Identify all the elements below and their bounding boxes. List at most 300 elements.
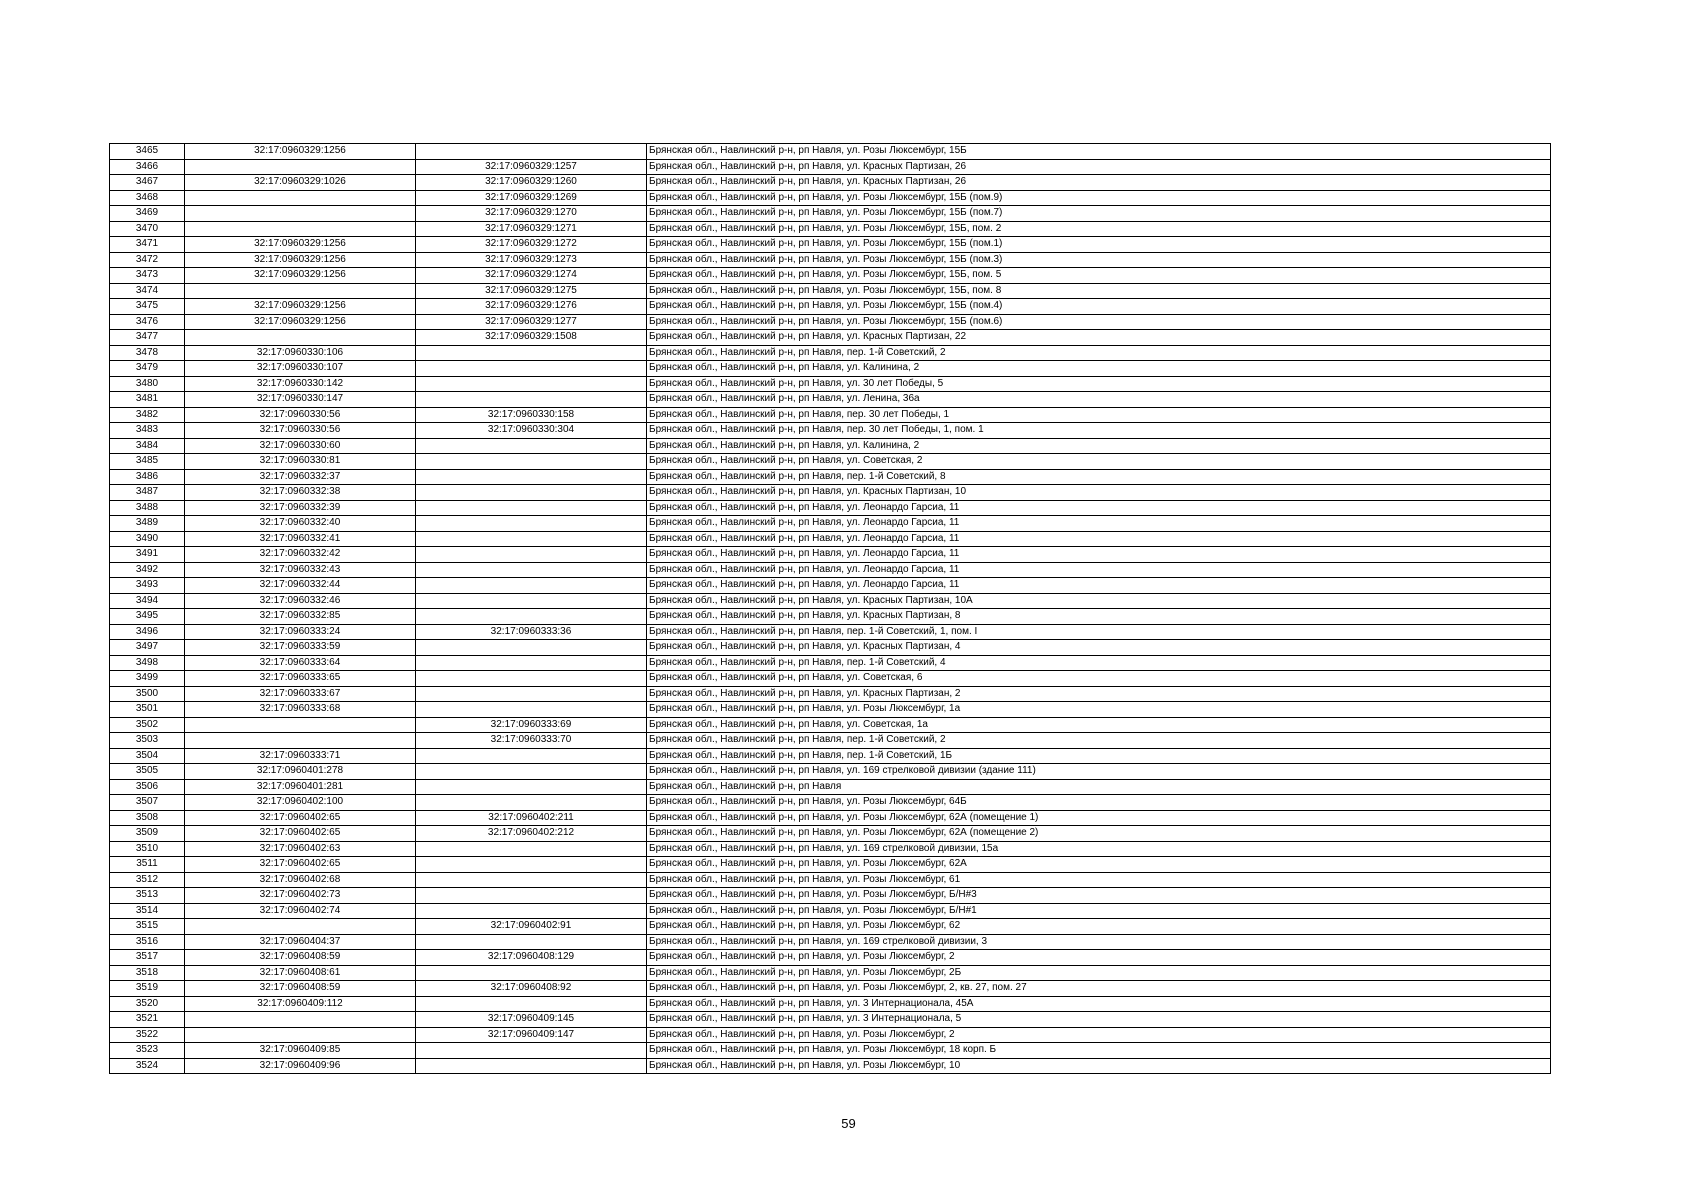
table-row [110, 671, 1551, 687]
row-number-cell: 3507 [110, 795, 185, 811]
parcel-number-cell: 32:17:0960332:42 [185, 547, 416, 563]
address-cell: Брянская обл., Навлинский р-н, рп Навля, ул. Советская, 2 [647, 454, 1551, 470]
address-cell: Брянская обл., Навлинский р-н, рп Навля, ул. Леонардо Гарсиа, 11 [647, 578, 1551, 594]
row-number-cell: 3499 [110, 671, 185, 687]
table-row [110, 748, 1551, 764]
parcel-number-cell: 32:17:0960332:43 [185, 562, 416, 578]
object-number-cell: 32:17:0960329:1275 [416, 283, 647, 299]
address-cell: Брянская обл., Навлинский р-н, рп Навля, ул. Розы Люксембург, 15Б (пом.7) [647, 206, 1551, 222]
object-number-cell: 32:17:0960330:304 [416, 423, 647, 439]
object-number-cell [416, 578, 647, 594]
object-number-cell [416, 500, 647, 516]
object-number-cell [416, 640, 647, 656]
row-number-cell: 3471 [110, 237, 185, 253]
parcel-number-cell: 32:17:0960332:41 [185, 531, 416, 547]
row-number-cell: 3504 [110, 748, 185, 764]
table-row [110, 779, 1551, 795]
object-number-cell: 32:17:0960329:1273 [416, 252, 647, 268]
parcel-number-cell [185, 919, 416, 935]
parcel-number-cell: 32:17:0960333:24 [185, 624, 416, 640]
address-cell: Брянская обл., Навлинский р-н, рп Навля, пер. 1-й Советский, 2 [647, 345, 1551, 361]
table-row [110, 888, 1551, 904]
object-number-cell [416, 872, 647, 888]
table-row [110, 159, 1551, 175]
table-row [110, 562, 1551, 578]
row-number-cell: 3477 [110, 330, 185, 346]
table-row [110, 438, 1551, 454]
row-number-cell: 3498 [110, 655, 185, 671]
row-number-cell: 3522 [110, 1027, 185, 1043]
object-number-cell [416, 702, 647, 718]
row-number-cell: 3517 [110, 950, 185, 966]
table-row [110, 175, 1551, 191]
row-number-cell: 3520 [110, 996, 185, 1012]
object-number-cell: 32:17:0960333:69 [416, 717, 647, 733]
address-cell: Брянская обл., Навлинский р-н, рп Навля, ул. Розы Люксембург, 62А (помещение 1) [647, 810, 1551, 826]
table-row [110, 1027, 1551, 1043]
row-number-cell: 3511 [110, 857, 185, 873]
address-cell: Брянская обл., Навлинский р-н, рп Навля, ул. Леонардо Гарсиа, 11 [647, 531, 1551, 547]
parcel-number-cell: 32:17:0960330:142 [185, 376, 416, 392]
object-number-cell [416, 748, 647, 764]
address-cell: Брянская обл., Навлинский р-н, рп Навля, ул. Розы Люксембург, 2, кв. 27, пом. 27 [647, 981, 1551, 997]
table-row [110, 686, 1551, 702]
row-number-cell: 3503 [110, 733, 185, 749]
address-cell: Брянская обл., Навлинский р-н, рп Навля, ул. Розы Люксембург, 62А (помещение 2) [647, 826, 1551, 842]
table-row [110, 872, 1551, 888]
table-row [110, 965, 1551, 981]
address-cell: Брянская обл., Навлинский р-н, рп Навля, ул. Розы Люксембург, 15Б [647, 144, 1551, 160]
address-cell: Брянская обл., Навлинский р-н, рп Навля, ул. Розы Люксембург, 10 [647, 1058, 1551, 1074]
object-number-cell: 32:17:0960409:147 [416, 1027, 647, 1043]
row-number-cell: 3491 [110, 547, 185, 563]
table-row [110, 810, 1551, 826]
object-number-cell: 32:17:0960329:1271 [416, 221, 647, 237]
row-number-cell: 3475 [110, 299, 185, 315]
table-row [110, 547, 1551, 563]
object-number-cell: 32:17:0960402:211 [416, 810, 647, 826]
object-number-cell [416, 903, 647, 919]
object-number-cell [416, 779, 647, 795]
parcel-number-cell: 32:17:0960330:147 [185, 392, 416, 408]
parcel-number-cell: 32:17:0960329:1256 [185, 314, 416, 330]
row-number-cell: 3476 [110, 314, 185, 330]
row-number-cell: 3515 [110, 919, 185, 935]
row-number-cell: 3474 [110, 283, 185, 299]
row-number-cell: 3489 [110, 516, 185, 532]
object-number-cell: 32:17:0960329:1276 [416, 299, 647, 315]
table-row [110, 655, 1551, 671]
row-number-cell: 3505 [110, 764, 185, 780]
address-cell: Брянская обл., Навлинский р-н, рп Навля, ул. Розы Люксембург, 15Б, пом. 5 [647, 268, 1551, 284]
table-row [110, 934, 1551, 950]
address-cell: Брянская обл., Навлинский р-н, рп Навля, ул. Розы Люксембург, 15Б, пом. 2 [647, 221, 1551, 237]
address-cell: Брянская обл., Навлинский р-н, рп Навля, ул. Красных Партизан, 8 [647, 609, 1551, 625]
row-number-cell: 3470 [110, 221, 185, 237]
address-cell: Брянская обл., Навлинский р-н, рп Навля, ул. Леонардо Гарсиа, 11 [647, 500, 1551, 516]
object-number-cell [416, 593, 647, 609]
row-number-cell: 3510 [110, 841, 185, 857]
parcel-number-cell: 32:17:0960408:59 [185, 950, 416, 966]
table-row [110, 206, 1551, 222]
row-number-cell: 3493 [110, 578, 185, 594]
row-number-cell: 3514 [110, 903, 185, 919]
table-row [110, 919, 1551, 935]
table-row [110, 345, 1551, 361]
row-number-cell: 3483 [110, 423, 185, 439]
object-number-cell: 32:17:0960329:1260 [416, 175, 647, 191]
parcel-number-cell: 32:17:0960329:1256 [185, 268, 416, 284]
table-row [110, 764, 1551, 780]
table-row [110, 1012, 1551, 1028]
parcel-number-cell: 32:17:0960330:106 [185, 345, 416, 361]
row-number-cell: 3512 [110, 872, 185, 888]
row-number-cell: 3509 [110, 826, 185, 842]
parcel-number-cell: 32:17:0960333:71 [185, 748, 416, 764]
address-cell: Брянская обл., Навлинский р-н, рп Навля [647, 779, 1551, 795]
parcel-number-cell [185, 733, 416, 749]
object-number-cell [416, 144, 647, 160]
parcel-number-cell: 32:17:0960333:67 [185, 686, 416, 702]
parcel-number-cell: 32:17:0960402:65 [185, 826, 416, 842]
parcel-number-cell: 32:17:0960402:100 [185, 795, 416, 811]
address-cell: Брянская обл., Навлинский р-н, рп Навля, ул. 169 стрелковой дивизии, 3 [647, 934, 1551, 950]
object-number-cell: 32:17:0960330:158 [416, 407, 647, 423]
table-row [110, 1058, 1551, 1074]
parcel-number-cell: 32:17:0960330:81 [185, 454, 416, 470]
parcel-number-cell: 32:17:0960329:1256 [185, 144, 416, 160]
parcel-number-cell: 32:17:0960402:65 [185, 810, 416, 826]
cadastral-table [109, 143, 1551, 1074]
row-number-cell: 3488 [110, 500, 185, 516]
parcel-number-cell: 32:17:0960330:56 [185, 407, 416, 423]
table-row [110, 981, 1551, 997]
parcel-number-cell: 32:17:0960333:68 [185, 702, 416, 718]
parcel-number-cell: 32:17:0960333:65 [185, 671, 416, 687]
table-row [110, 717, 1551, 733]
table-row [110, 624, 1551, 640]
table-row [110, 190, 1551, 206]
address-cell: Брянская обл., Навлинский р-н, рп Навля, ул. Розы Люксембург, 2 [647, 1027, 1551, 1043]
object-number-cell [416, 609, 647, 625]
table-row [110, 578, 1551, 594]
parcel-number-cell: 32:17:0960330:60 [185, 438, 416, 454]
parcel-number-cell [185, 1012, 416, 1028]
address-cell: Брянская обл., Навлинский р-н, рп Навля, ул. Красных Партизан, 26 [647, 175, 1551, 191]
address-cell: Брянская обл., Навлинский р-н, рп Навля, ул. Калинина, 2 [647, 361, 1551, 377]
address-cell: Брянская обл., Навлинский р-н, рп Навля, ул. Калинина, 2 [647, 438, 1551, 454]
table-row [110, 996, 1551, 1012]
row-number-cell: 3486 [110, 469, 185, 485]
row-number-cell: 3478 [110, 345, 185, 361]
address-cell: Брянская обл., Навлинский р-н, рп Навля, ул. 3 Интернационала, 45А [647, 996, 1551, 1012]
row-number-cell: 3484 [110, 438, 185, 454]
address-cell: Брянская обл., Навлинский р-н, рп Навля, ул. Розы Люксембург, 15Б (пом.3) [647, 252, 1551, 268]
row-number-cell: 3481 [110, 392, 185, 408]
parcel-number-cell: 32:17:0960401:278 [185, 764, 416, 780]
page-number: 59 [841, 1116, 856, 1131]
object-number-cell [416, 485, 647, 501]
address-cell: Брянская обл., Навлинский р-н, рп Навля, ул. Красных Партизан, 22 [647, 330, 1551, 346]
table-row [110, 903, 1551, 919]
parcel-number-cell: 32:17:0960402:74 [185, 903, 416, 919]
address-cell: Брянская обл., Навлинский р-н, рп Навля, ул. Красных Партизан, 4 [647, 640, 1551, 656]
parcel-number-cell: 32:17:0960332:37 [185, 469, 416, 485]
parcel-number-cell [185, 330, 416, 346]
parcel-number-cell: 32:17:0960402:65 [185, 857, 416, 873]
parcel-number-cell [185, 190, 416, 206]
address-cell: Брянская обл., Навлинский р-н, рп Навля, ул. Розы Люксембург, 15Б (пом.6) [647, 314, 1551, 330]
address-cell: Брянская обл., Навлинский р-н, рп Навля, ул. Розы Люксембург, 62 [647, 919, 1551, 935]
object-number-cell [416, 1043, 647, 1059]
object-number-cell: 32:17:0960329:1270 [416, 206, 647, 222]
address-cell: Брянская обл., Навлинский р-н, рп Навля, ул. 3 Интернационала, 5 [647, 1012, 1551, 1028]
parcel-number-cell [185, 717, 416, 733]
table-row [110, 221, 1551, 237]
parcel-number-cell: 32:17:0960408:59 [185, 981, 416, 997]
row-number-cell: 3467 [110, 175, 185, 191]
object-number-cell [416, 934, 647, 950]
address-cell: Брянская обл., Навлинский р-н, рп Навля, ул. Розы Люксембург, 1а [647, 702, 1551, 718]
table-row [110, 609, 1551, 625]
row-number-cell: 3492 [110, 562, 185, 578]
table-row [110, 361, 1551, 377]
address-cell: Брянская обл., Навлинский р-н, рп Навля, ул. Ленина, 36а [647, 392, 1551, 408]
table-row [110, 733, 1551, 749]
object-number-cell: 32:17:0960329:1508 [416, 330, 647, 346]
table-row [110, 826, 1551, 842]
row-number-cell: 3500 [110, 686, 185, 702]
address-cell: Брянская обл., Навлинский р-н, рп Навля, ул. Красных Партизан, 10А [647, 593, 1551, 609]
table-row [110, 500, 1551, 516]
object-number-cell [416, 888, 647, 904]
object-number-cell [416, 965, 647, 981]
object-number-cell [416, 671, 647, 687]
object-number-cell [416, 469, 647, 485]
address-cell: Брянская обл., Навлинский р-н, рп Навля, ул. Леонардо Гарсиа, 11 [647, 516, 1551, 532]
row-number-cell: 3502 [110, 717, 185, 733]
row-number-cell: 3519 [110, 981, 185, 997]
row-number-cell: 3506 [110, 779, 185, 795]
parcel-number-cell [185, 283, 416, 299]
address-cell: Брянская обл., Навлинский р-н, рп Навля, ул. Розы Люксембург, 15Б, пом. 8 [647, 283, 1551, 299]
parcel-number-cell: 32:17:0960332:44 [185, 578, 416, 594]
table-row [110, 841, 1551, 857]
row-number-cell: 3521 [110, 1012, 185, 1028]
address-cell: Брянская обл., Навлинский р-н, рп Навля, ул. Розы Люксембург, Б/Н#3 [647, 888, 1551, 904]
table-body [110, 144, 1551, 1074]
address-cell: Брянская обл., Навлинский р-н, рп Навля, пер. 1-й Советский, 2 [647, 733, 1551, 749]
parcel-number-cell: 32:17:0960329:1026 [185, 175, 416, 191]
address-cell: Брянская обл., Навлинский р-н, рп Навля, пер. 1-й Советский, 4 [647, 655, 1551, 671]
parcel-number-cell: 32:17:0960408:61 [185, 965, 416, 981]
table-row [110, 299, 1551, 315]
address-cell: Брянская обл., Навлинский р-н, рп Навля, ул. Советская, 6 [647, 671, 1551, 687]
table-row [110, 237, 1551, 253]
table-row [110, 516, 1551, 532]
object-number-cell: 32:17:0960329:1269 [416, 190, 647, 206]
parcel-number-cell: 32:17:0960409:96 [185, 1058, 416, 1074]
object-number-cell [416, 996, 647, 1012]
object-number-cell [416, 547, 647, 563]
object-number-cell: 32:17:0960402:91 [416, 919, 647, 935]
table-row [110, 283, 1551, 299]
object-number-cell [416, 764, 647, 780]
table-row [110, 702, 1551, 718]
parcel-number-cell: 32:17:0960330:56 [185, 423, 416, 439]
table-row [110, 392, 1551, 408]
object-number-cell: 32:17:0960329:1257 [416, 159, 647, 175]
table-row [110, 640, 1551, 656]
object-number-cell [416, 438, 647, 454]
parcel-number-cell: 32:17:0960402:63 [185, 841, 416, 857]
address-cell: Брянская обл., Навлинский р-н, рп Навля, ул. Розы Люксембург, 2Б [647, 965, 1551, 981]
row-number-cell: 3473 [110, 268, 185, 284]
table-row [110, 1043, 1551, 1059]
parcel-number-cell [185, 1027, 416, 1043]
row-number-cell: 3501 [110, 702, 185, 718]
object-number-cell [416, 454, 647, 470]
table-row [110, 376, 1551, 392]
address-cell: Брянская обл., Навлинский р-н, рп Навля, пер. 1-й Советский, 1Б [647, 748, 1551, 764]
object-number-cell [416, 562, 647, 578]
address-cell: Брянская обл., Навлинский р-н, рп Навля, ул. Красных Партизан, 10 [647, 485, 1551, 501]
row-number-cell: 3523 [110, 1043, 185, 1059]
address-cell: Брянская обл., Навлинский р-н, рп Навля, ул. Розы Люксембург, 15Б (пом.9) [647, 190, 1551, 206]
table-row [110, 407, 1551, 423]
parcel-number-cell [185, 159, 416, 175]
parcel-number-cell: 32:17:0960332:46 [185, 593, 416, 609]
row-number-cell: 3465 [110, 144, 185, 160]
object-number-cell [416, 531, 647, 547]
table-row [110, 252, 1551, 268]
parcel-number-cell: 32:17:0960332:40 [185, 516, 416, 532]
table-row [110, 485, 1551, 501]
row-number-cell: 3497 [110, 640, 185, 656]
address-cell: Брянская обл., Навлинский р-н, рп Навля, ул. Розы Люксембург, 62А [647, 857, 1551, 873]
address-cell: Брянская обл., Навлинский р-н, рп Навля, ул. Красных Партизан, 2 [647, 686, 1551, 702]
table-row [110, 795, 1551, 811]
address-cell: Брянская обл., Навлинский р-н, рп Навля, пер. 30 лет Победы, 1, пом. 1 [647, 423, 1551, 439]
table-row [110, 531, 1551, 547]
address-cell: Брянская обл., Навлинский р-н, рп Навля, ул. Розы Люксембург, 15Б (пом.4) [647, 299, 1551, 315]
object-number-cell [416, 655, 647, 671]
address-cell: Брянская обл., Навлинский р-н, рп Навля, ул. Советская, 1а [647, 717, 1551, 733]
row-number-cell: 3524 [110, 1058, 185, 1074]
object-number-cell: 32:17:0960409:145 [416, 1012, 647, 1028]
row-number-cell: 3494 [110, 593, 185, 609]
table-row [110, 950, 1551, 966]
row-number-cell: 3495 [110, 609, 185, 625]
table-row [110, 144, 1551, 160]
parcel-number-cell: 32:17:0960333:59 [185, 640, 416, 656]
table-row [110, 423, 1551, 439]
parcel-number-cell: 32:17:0960404:37 [185, 934, 416, 950]
parcel-number-cell: 32:17:0960332:85 [185, 609, 416, 625]
object-number-cell: 32:17:0960408:92 [416, 981, 647, 997]
object-number-cell [416, 516, 647, 532]
row-number-cell: 3508 [110, 810, 185, 826]
address-cell: Брянская обл., Навлинский р-н, рп Навля, ул. 169 стрелковой дивизии (здание 111) [647, 764, 1551, 780]
parcel-number-cell: 32:17:0960333:64 [185, 655, 416, 671]
object-number-cell [416, 376, 647, 392]
row-number-cell: 3516 [110, 934, 185, 950]
row-number-cell: 3482 [110, 407, 185, 423]
object-number-cell [416, 392, 647, 408]
object-number-cell: 32:17:0960329:1274 [416, 268, 647, 284]
parcel-number-cell: 32:17:0960332:38 [185, 485, 416, 501]
table-row [110, 469, 1551, 485]
parcel-number-cell [185, 221, 416, 237]
object-number-cell: 32:17:0960408:129 [416, 950, 647, 966]
row-number-cell: 3485 [110, 454, 185, 470]
row-number-cell: 3472 [110, 252, 185, 268]
address-cell: Брянская обл., Навлинский р-н, рп Навля, пер. 1-й Советский, 1, пом. I [647, 624, 1551, 640]
address-cell: Брянская обл., Навлинский р-н, рп Навля, пер. 1-й Советский, 8 [647, 469, 1551, 485]
parcel-number-cell: 32:17:0960329:1256 [185, 237, 416, 253]
row-number-cell: 3480 [110, 376, 185, 392]
address-cell: Брянская обл., Навлинский р-н, рп Навля, ул. Розы Люксембург, Б/Н#1 [647, 903, 1551, 919]
address-cell: Брянская обл., Навлинский р-н, рп Навля, ул. Леонардо Гарсиа, 11 [647, 562, 1551, 578]
table-row [110, 454, 1551, 470]
address-cell: Брянская обл., Навлинский р-н, рп Навля, ул. Красных Партизан, 26 [647, 159, 1551, 175]
address-cell: Брянская обл., Навлинский р-н, рп Навля, ул. Розы Люксембург, 64Б [647, 795, 1551, 811]
address-cell: Брянская обл., Навлинский р-н, рп Навля, ул. Розы Люксембург, 2 [647, 950, 1551, 966]
address-cell: Брянская обл., Навлинский р-н, рп Навля, ул. 30 лет Победы, 5 [647, 376, 1551, 392]
row-number-cell: 3490 [110, 531, 185, 547]
object-number-cell [416, 345, 647, 361]
row-number-cell: 3469 [110, 206, 185, 222]
parcel-number-cell: 32:17:0960329:1256 [185, 299, 416, 315]
row-number-cell: 3487 [110, 485, 185, 501]
address-cell: Брянская обл., Навлинский р-н, рп Навля, ул. Леонардо Гарсиа, 11 [647, 547, 1551, 563]
object-number-cell: 32:17:0960329:1272 [416, 237, 647, 253]
table-row [110, 593, 1551, 609]
parcel-number-cell: 32:17:0960409:85 [185, 1043, 416, 1059]
object-number-cell: 32:17:0960402:212 [416, 826, 647, 842]
parcel-number-cell: 32:17:0960330:107 [185, 361, 416, 377]
table-row [110, 268, 1551, 284]
row-number-cell: 3479 [110, 361, 185, 377]
object-number-cell [416, 686, 647, 702]
table-row [110, 314, 1551, 330]
parcel-number-cell: 32:17:0960329:1256 [185, 252, 416, 268]
object-number-cell: 32:17:0960333:70 [416, 733, 647, 749]
parcel-number-cell: 32:17:0960409:112 [185, 996, 416, 1012]
parcel-number-cell: 32:17:0960401:281 [185, 779, 416, 795]
address-cell: Брянская обл., Навлинский р-н, рп Навля, ул. Розы Люксембург, 15Б (пом.1) [647, 237, 1551, 253]
object-number-cell [416, 361, 647, 377]
parcel-number-cell: 32:17:0960402:73 [185, 888, 416, 904]
row-number-cell: 3518 [110, 965, 185, 981]
parcel-number-cell [185, 206, 416, 222]
parcel-number-cell: 32:17:0960332:39 [185, 500, 416, 516]
address-cell: Брянская обл., Навлинский р-н, рп Навля, пер. 30 лет Победы, 1 [647, 407, 1551, 423]
object-number-cell: 32:17:0960329:1277 [416, 314, 647, 330]
object-number-cell [416, 1058, 647, 1074]
object-number-cell: 32:17:0960333:36 [416, 624, 647, 640]
row-number-cell: 3466 [110, 159, 185, 175]
address-cell: Брянская обл., Навлинский р-н, рп Навля, ул. Розы Люксембург, 18 корп. Б [647, 1043, 1551, 1059]
object-number-cell [416, 857, 647, 873]
row-number-cell: 3468 [110, 190, 185, 206]
address-cell: Брянская обл., Навлинский р-н, рп Навля, ул. 169 стрелковой дивизии, 15а [647, 841, 1551, 857]
row-number-cell: 3496 [110, 624, 185, 640]
address-cell: Брянская обл., Навлинский р-н, рп Навля, ул. Розы Люксембург, 61 [647, 872, 1551, 888]
table-row [110, 330, 1551, 346]
table-row [110, 857, 1551, 873]
row-number-cell: 3513 [110, 888, 185, 904]
